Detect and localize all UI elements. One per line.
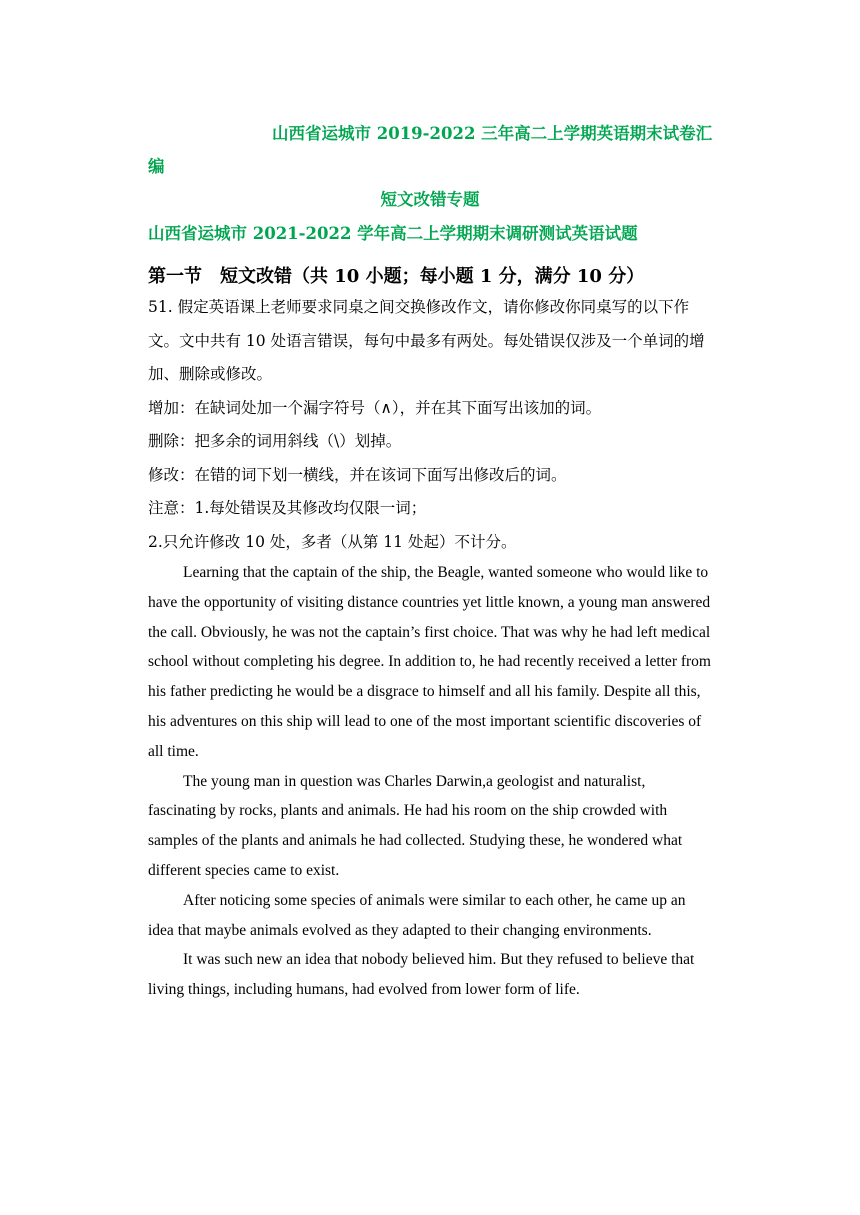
passage-paragraph: After noticing some species of animals were similar to each other, he came up an idea that maybe animals evolved as they adapted to their changing environments. xyxy=(148,891,686,939)
instruction-note-1: 注意：1.每处错误及其修改均仅限一词； xyxy=(148,499,427,517)
passage-paragraph: The young man in question was Charles Darwin,a geologist and naturalist, fascinating by rocks, plants and animals. He had his room on the ship crowded with samples of the plants and animals he had collected. Studying these, he wondered what different species came to exist. xyxy=(148,772,683,879)
exam-title: 山西省运城市 2021-2022 学年高二上学期期末调研测试英语试题 xyxy=(148,224,638,243)
instruction-delete: 删除：把多余的词用斜线（\）划掉。 xyxy=(148,432,402,450)
instruction-note-2: 2.只允许修改 10 处，多者（从第 11 处起）不计分。 xyxy=(148,532,517,551)
instruction-add: 增加：在缺词处加一个漏字符号（∧），并在其下面写出该加的词。 xyxy=(148,398,602,417)
passage-text xyxy=(148,558,714,1005)
section-heading: 第一节 短文改错（共 10 小题；每小题 1 分，满分 10 分） xyxy=(148,266,645,287)
instructions-block xyxy=(148,291,714,559)
passage-paragraph: Learning that the captain of the ship, the Beagle, wanted someone who would like to have the opportunity of visiting distance countries yet little known, a young man answered the call. Obviously, he was not the captain’s first choice. That was why he had left medical school without completing his degree. In addition to, he had recently received a letter from his father predicting he would be a disgrace to himself and all his family. Despite all this, his adventures on this ship will lead to one of the most important scientific discoveries of all time. xyxy=(148,564,711,760)
question-prompt: 51. 假定英语课上老师要求同桌之间交换修改作文，请你修改你同桌写的以下作文。文中共有 10 处语言错误，每句中最多有两处。每处错误仅涉及一个单词的增加、删除或修改。 xyxy=(148,298,705,383)
instruction-modify: 修改：在错的词下划一横线，并在该词下面写出修改后的词。 xyxy=(148,465,567,484)
document-title-line2: 编 xyxy=(148,157,165,176)
document-title-line1: 山西省运城市 2019-2022 三年高二上学期英语期末试卷汇 xyxy=(272,124,713,143)
document-subtitle: 短文改错专题 xyxy=(380,190,480,209)
passage-paragraph: It was such new an idea that nobody believed him. But they refused to believe that living things, including humans, had evolved from lower form of life. xyxy=(148,951,695,999)
